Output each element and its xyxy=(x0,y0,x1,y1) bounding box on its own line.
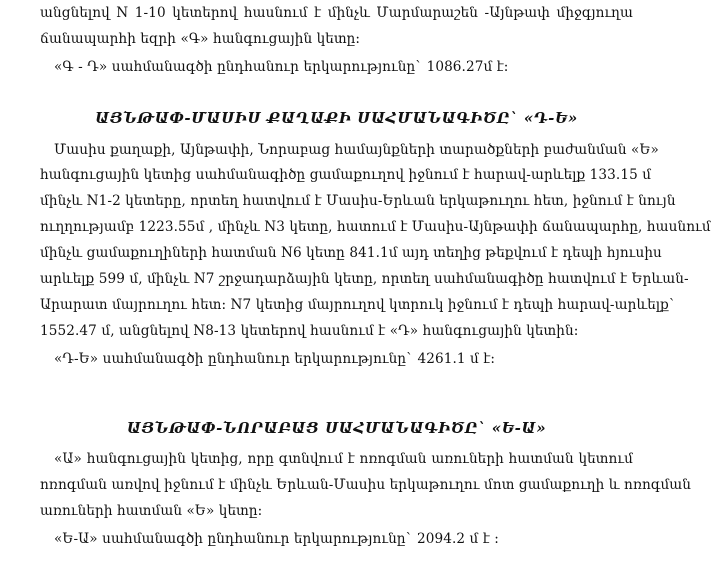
text-line: անցնելով N 1-10 կետերով հասնում է մինչև Մարմարաշեն -Այնթափ միջգյուղա xyxy=(40,5,633,21)
text-line: առուների հատման «Ե» կետը: xyxy=(40,503,263,519)
text-line: հանգուցային կետից սահմանագիծը ցամաքուղով իջնում է հարավ-արևելք 133.15 մ xyxy=(40,167,652,183)
text-line: Արարատ մայրուղու հետ: N7 կետից մայրուղով կտրուկ իջնում է դեպի հարավ-արևելք` xyxy=(40,297,676,313)
text-line: Մասիս քաղաքի, Այնթափի, Նորաբաց համայնքների տարածքների բաժանման «Ե» xyxy=(54,142,659,158)
text-line: մինչև N1-2 կետերը, որտեղ հատվում է Մասիս-Երևան երկաթուղու հետ, իջնում է նույն xyxy=(40,193,676,209)
section-heading: ԱՅՆԹԱՓ-ՄԱՍԻՍ ՔԱՂԱՔԻ ՍԱՀՄԱՆԱԳԻԾԸ` «Դ-Ե» xyxy=(95,109,578,127)
text-line: 1552.47 մ, անցնելով N8-13 կետերով հասնում է «Դ» հանգուցային կետին: xyxy=(40,323,579,339)
section-heading: ԱՅՆԹԱՓ-ՆՈՐԱԲԱՑ ՍԱՀՄԱՆԱԳԻԾԸ` «Ե-Ա» xyxy=(126,419,547,437)
text-line: «Ա» հանգուցային կետից, որը գտնվում է ոռոգման առուների հատման կետում xyxy=(54,451,633,467)
text-line: ճանապարհի եզրի «Գ» հանգուցային կետը: xyxy=(40,31,361,47)
text-line: ուղղությամբ 1223.55մ , մինչև N3 կետը, հատում է Մասիս-Այնթափի ճանապարհը, հասնում xyxy=(40,219,711,235)
text-line: մինչև ցամաքուղիների հատման N6 կետը 841.1մ այդ տեղից թեքվում է դեպի հյուսիս xyxy=(40,245,662,261)
segment-length-line: «Գ - Դ» սահմանագծի ընդհանուր երկարությունը` 1086.27մ է: xyxy=(54,59,509,75)
text-line: ոռոգման առվով իջնում է մինչև Երևան-Մասիս երկաթուղու մոտ ցամաքուղի և ոռոգման xyxy=(40,477,692,493)
text-line: արևելք 599 մ, մինչև N7 շրջադարձային կետը, որտեղ սահմանագիծը հատվում է Երևան- xyxy=(40,271,689,287)
segment-length-line: «Դ-Ե» սահմանագծի ընդհանուր երկարությունը` 4261.1 մ է: xyxy=(54,351,496,367)
segment-length-line: «Ե-Ա» սահմանագծի ընդհանուր երկարությունը` 2094.2 մ է : xyxy=(54,531,499,547)
